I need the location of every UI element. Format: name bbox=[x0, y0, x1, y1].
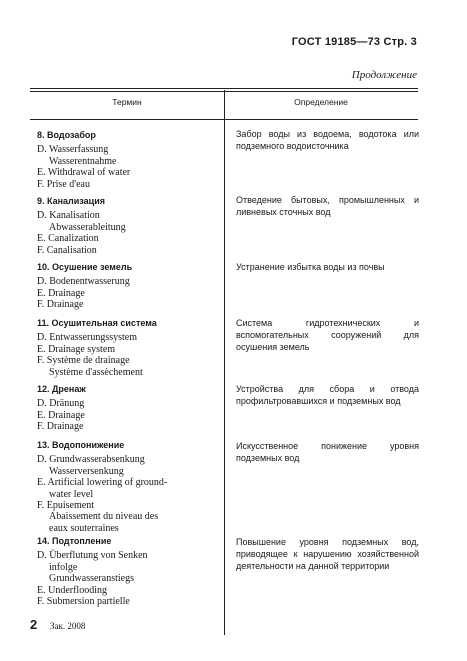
term-title: 11. Осушительная система bbox=[37, 318, 157, 328]
column-header-term: Термин bbox=[112, 97, 142, 107]
column-header-definition: Определение bbox=[294, 97, 348, 107]
term-line: D. Überflutung von Senken bbox=[37, 550, 148, 562]
term-line: D. Dränung bbox=[37, 398, 85, 410]
term-line: E. Drainage bbox=[37, 287, 85, 299]
term-line: F. Prise d'eau bbox=[37, 178, 90, 190]
definition-12: Устройства для сбора и отвода профильтровавшихся и подземных вод bbox=[236, 384, 419, 406]
term-line: D. Wasserfassung bbox=[37, 144, 109, 156]
term-line: infolge bbox=[49, 561, 78, 573]
term-line: E. Artificial lowering of ground- bbox=[37, 477, 168, 489]
term-entry-8 bbox=[37, 130, 219, 190]
continuation-label: Продолжение bbox=[351, 69, 417, 81]
page-number: 2 bbox=[30, 617, 38, 632]
term-line: Wasserversenkung bbox=[49, 465, 124, 477]
term-title: 9. Канализация bbox=[37, 196, 105, 206]
definition-8: Забор воды из водоема, водотока или подземного водоисточника bbox=[236, 129, 419, 151]
page-header: ГОСТ 19185—73 Стр. 3 bbox=[291, 36, 417, 48]
column-divider bbox=[224, 90, 225, 635]
term-entry-12 bbox=[37, 384, 219, 433]
term-title: 13. Водопонижение bbox=[37, 440, 125, 450]
term-line: F. Epuisement bbox=[37, 500, 94, 512]
term-line: F. Drainage bbox=[37, 421, 84, 433]
term-title: 10. Осушение земель bbox=[37, 262, 133, 272]
term-line: Abwasserableitung bbox=[49, 221, 126, 233]
term-entry-14 bbox=[37, 536, 219, 607]
term-title: 8. Водозабор bbox=[37, 130, 96, 140]
term-entry-11 bbox=[37, 318, 219, 378]
term-line: Grundwasseranstiegs bbox=[49, 573, 134, 585]
term-title: 14. Подтопление bbox=[37, 536, 112, 546]
term-line: E. Canalization bbox=[37, 233, 99, 245]
definition-10: Устранение избытка воды из почвы bbox=[236, 262, 385, 272]
term-line: water level bbox=[49, 488, 94, 500]
term-line: F. Canalisation bbox=[37, 244, 97, 256]
term-line: E. Withdrawal of water bbox=[37, 167, 131, 179]
term-entry-9 bbox=[37, 196, 219, 256]
term-line: eaux souterraines bbox=[49, 522, 119, 534]
definition-13: Искусственное понижение уровня подземных вод bbox=[236, 441, 419, 463]
term-line: D. Bodenentwasserung bbox=[37, 276, 130, 288]
definition-14: Повышение уровня подземных вод, приводящее к нарушению хозяйственной деятельности на данной территории bbox=[236, 537, 419, 571]
term-line: Système d'assèchement bbox=[49, 366, 143, 378]
term-line: Abaissement du niveau des bbox=[49, 511, 159, 523]
term-line: D. Entwasserungssystem bbox=[37, 332, 137, 344]
term-line: F. Système de drainage bbox=[37, 355, 130, 367]
term-line: E. Drainage system bbox=[37, 343, 116, 355]
definition-9: Отведение бытовых, промышленных и ливневых сточных вод bbox=[236, 195, 419, 217]
page-footer bbox=[30, 617, 85, 632]
order-number: Зак. 2008 bbox=[49, 621, 86, 631]
term-line: E. Underflooding bbox=[37, 584, 107, 596]
definition-11: Система гидротехнических и вспомогательных сооружений для осушения земель bbox=[236, 318, 419, 352]
term-line: F. Submersion partielle bbox=[37, 596, 130, 608]
term-line: E. Drainage bbox=[37, 409, 85, 421]
term-entry-10 bbox=[37, 262, 219, 311]
term-entry-13 bbox=[37, 440, 219, 534]
term-line: Wasserentnahme bbox=[49, 155, 117, 167]
term-line: F. Drainage bbox=[37, 299, 84, 311]
term-line: D. Grundwasserabsenkung bbox=[37, 454, 145, 466]
table-top-rule bbox=[30, 88, 418, 89]
term-line: D. Kanalisation bbox=[37, 210, 100, 222]
term-title: 12. Дренаж bbox=[37, 384, 86, 394]
